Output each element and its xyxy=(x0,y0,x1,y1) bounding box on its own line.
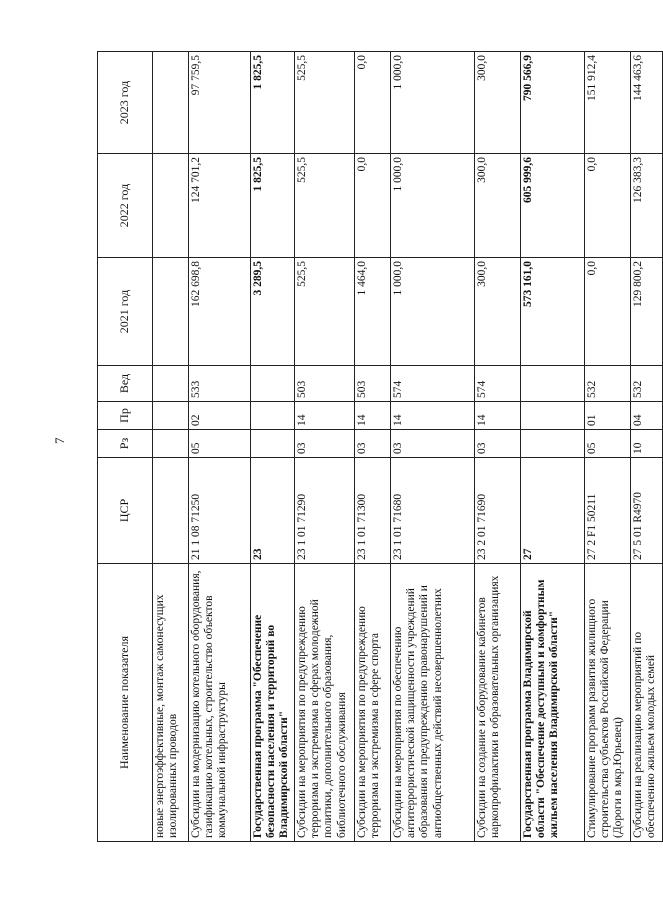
cell-2021 xyxy=(153,258,189,366)
cell-csr: 21 1 08 71250 xyxy=(189,458,251,564)
cell-2023: 97 759,5 xyxy=(189,52,251,154)
cell-ved xyxy=(153,366,189,402)
cell-ved xyxy=(521,366,585,402)
table-header-row xyxy=(98,52,153,842)
cell-rz: 03 xyxy=(475,430,521,458)
cell-csr: 27 xyxy=(521,458,585,564)
cell-2022: 605 999,6 xyxy=(521,154,585,258)
table-row xyxy=(521,52,585,842)
cell-2023: 300,0 xyxy=(475,52,521,154)
cell-ved: 503 xyxy=(295,366,355,402)
cell-2022: 300,0 xyxy=(475,154,521,258)
budget-table xyxy=(97,51,663,842)
cell-csr: 23 xyxy=(251,458,295,564)
cell-2023: 790 566,9 xyxy=(521,52,585,154)
cell-2023: 0,0 xyxy=(355,52,391,154)
cell-rz: 03 xyxy=(391,430,475,458)
cell-csr: 23 1 01 71290 xyxy=(295,458,355,564)
cell-2023: 1 825,5 xyxy=(251,52,295,154)
cell-name: Государственная программа Владимирской области "Обеспечение доступным и комфортным жильем населения Владимирской области" xyxy=(521,564,585,842)
table-row xyxy=(475,52,521,842)
cell-2021: 1 464,0 xyxy=(355,258,391,366)
cell-2022: 1 000,0 xyxy=(391,154,475,258)
cell-2022 xyxy=(153,154,189,258)
header-2022: 2022 год xyxy=(98,154,153,258)
cell-2023 xyxy=(153,52,189,154)
cell-ved: 503 xyxy=(355,366,391,402)
cell-csr: 27 2 F1 50211 xyxy=(585,458,631,564)
table-row xyxy=(391,52,475,842)
cell-name: Субсидии на создание и оборудование кабинетов наркопрофилактики в образовательных организациях xyxy=(475,564,521,842)
cell-2022: 124 701,2 xyxy=(189,154,251,258)
cell-name: Стимулирование программ развития жилищного строительства субъектов Российской Федерации (Дороги в мкр.Юрьевец) xyxy=(585,564,631,842)
header-2023: 2023 год xyxy=(98,52,153,154)
table-row xyxy=(189,52,251,842)
cell-name: Субсидии на реализацию мероприятий по обеспечению жильем молодых семей xyxy=(631,564,663,842)
cell-2023: 144 463,6 xyxy=(631,52,663,154)
cell-ved: 532 xyxy=(585,366,631,402)
cell-2023: 525,5 xyxy=(295,52,355,154)
table-row xyxy=(153,52,189,842)
cell-name: Субсидии на мероприятия по обеспечению антитеррористической защищенности учреждений образования и предупреждению правонарушений и антиобщественных действий несовершеннолетних xyxy=(391,564,475,842)
cell-2021: 1 000,0 xyxy=(391,258,475,366)
cell-csr: 23 2 01 71690 xyxy=(475,458,521,564)
cell-pr: 14 xyxy=(475,402,521,430)
cell-csr: 27 5 01 R4970 xyxy=(631,458,663,564)
cell-pr: 02 xyxy=(189,402,251,430)
cell-2022: 0,0 xyxy=(585,154,631,258)
cell-rz: 03 xyxy=(355,430,391,458)
cell-2023: 151 912,4 xyxy=(585,52,631,154)
cell-rz: 05 xyxy=(585,430,631,458)
cell-pr: 04 xyxy=(631,402,663,430)
cell-pr xyxy=(153,402,189,430)
cell-2022: 525,5 xyxy=(295,154,355,258)
cell-name: Субсидии на модернизацию котельного оборудования, газификацию котельных, строительство объектов коммунальной инфраструктуры xyxy=(189,564,251,842)
header-name: Наименование показателя xyxy=(98,564,153,842)
page-number: 7 xyxy=(52,437,67,444)
cell-csr xyxy=(153,458,189,564)
cell-2023: 1 000,0 xyxy=(391,52,475,154)
header-2021: 2021 год xyxy=(98,258,153,366)
cell-pr: 14 xyxy=(295,402,355,430)
table-row xyxy=(295,52,355,842)
cell-ved xyxy=(251,366,295,402)
rotated-table-container xyxy=(97,51,663,842)
table-row xyxy=(251,52,295,842)
cell-pr xyxy=(521,402,585,430)
cell-ved: 533 xyxy=(189,366,251,402)
cell-2022: 126 383,3 xyxy=(631,154,663,258)
cell-2021: 525,5 xyxy=(295,258,355,366)
header-rz: Рз xyxy=(98,430,153,458)
header-ved: Вед xyxy=(98,366,153,402)
table-row xyxy=(585,52,631,842)
cell-2021: 0,0 xyxy=(585,258,631,366)
cell-pr: 14 xyxy=(391,402,475,430)
cell-rz: 05 xyxy=(189,430,251,458)
cell-pr: 01 xyxy=(585,402,631,430)
header-pr: Пр xyxy=(98,402,153,430)
cell-ved: 532 xyxy=(631,366,663,402)
cell-ved: 574 xyxy=(391,366,475,402)
cell-rz xyxy=(521,430,585,458)
table-row xyxy=(631,52,663,842)
cell-name: Субсидии на мероприятия по предупреждению терроризма и экстремизма в сферах молодежной политики, дополнительного образования, библиотечного обслуживания xyxy=(295,564,355,842)
header-csr: ЦСР xyxy=(98,458,153,564)
cell-ved: 574 xyxy=(475,366,521,402)
cell-name: Государственная программа "Обеспечение безопасности населения и территорий во Владимирской области" xyxy=(251,564,295,842)
cell-pr: 14 xyxy=(355,402,391,430)
table-row xyxy=(355,52,391,842)
cell-2021: 3 289,5 xyxy=(251,258,295,366)
cell-rz xyxy=(153,430,189,458)
cell-name: Субсидии на мероприятия по предупреждению терроризма и экстремизма в сфере спорта xyxy=(355,564,391,842)
cell-2022: 1 825,5 xyxy=(251,154,295,258)
cell-2022: 0,0 xyxy=(355,154,391,258)
cell-pr xyxy=(251,402,295,430)
cell-rz: 10 xyxy=(631,430,663,458)
cell-2021: 300,0 xyxy=(475,258,521,366)
cell-csr: 23 1 01 71300 xyxy=(355,458,391,564)
cell-rz: 03 xyxy=(295,430,355,458)
cell-2021: 162 698,8 xyxy=(189,258,251,366)
cell-2021: 129 800,2 xyxy=(631,258,663,366)
cell-2021: 573 161,0 xyxy=(521,258,585,366)
cell-csr: 23 1 01 71680 xyxy=(391,458,475,564)
cell-rz xyxy=(251,430,295,458)
cell-name: новые энергоэффективные, монтаж самонесущих изолированных проводов xyxy=(153,564,189,842)
